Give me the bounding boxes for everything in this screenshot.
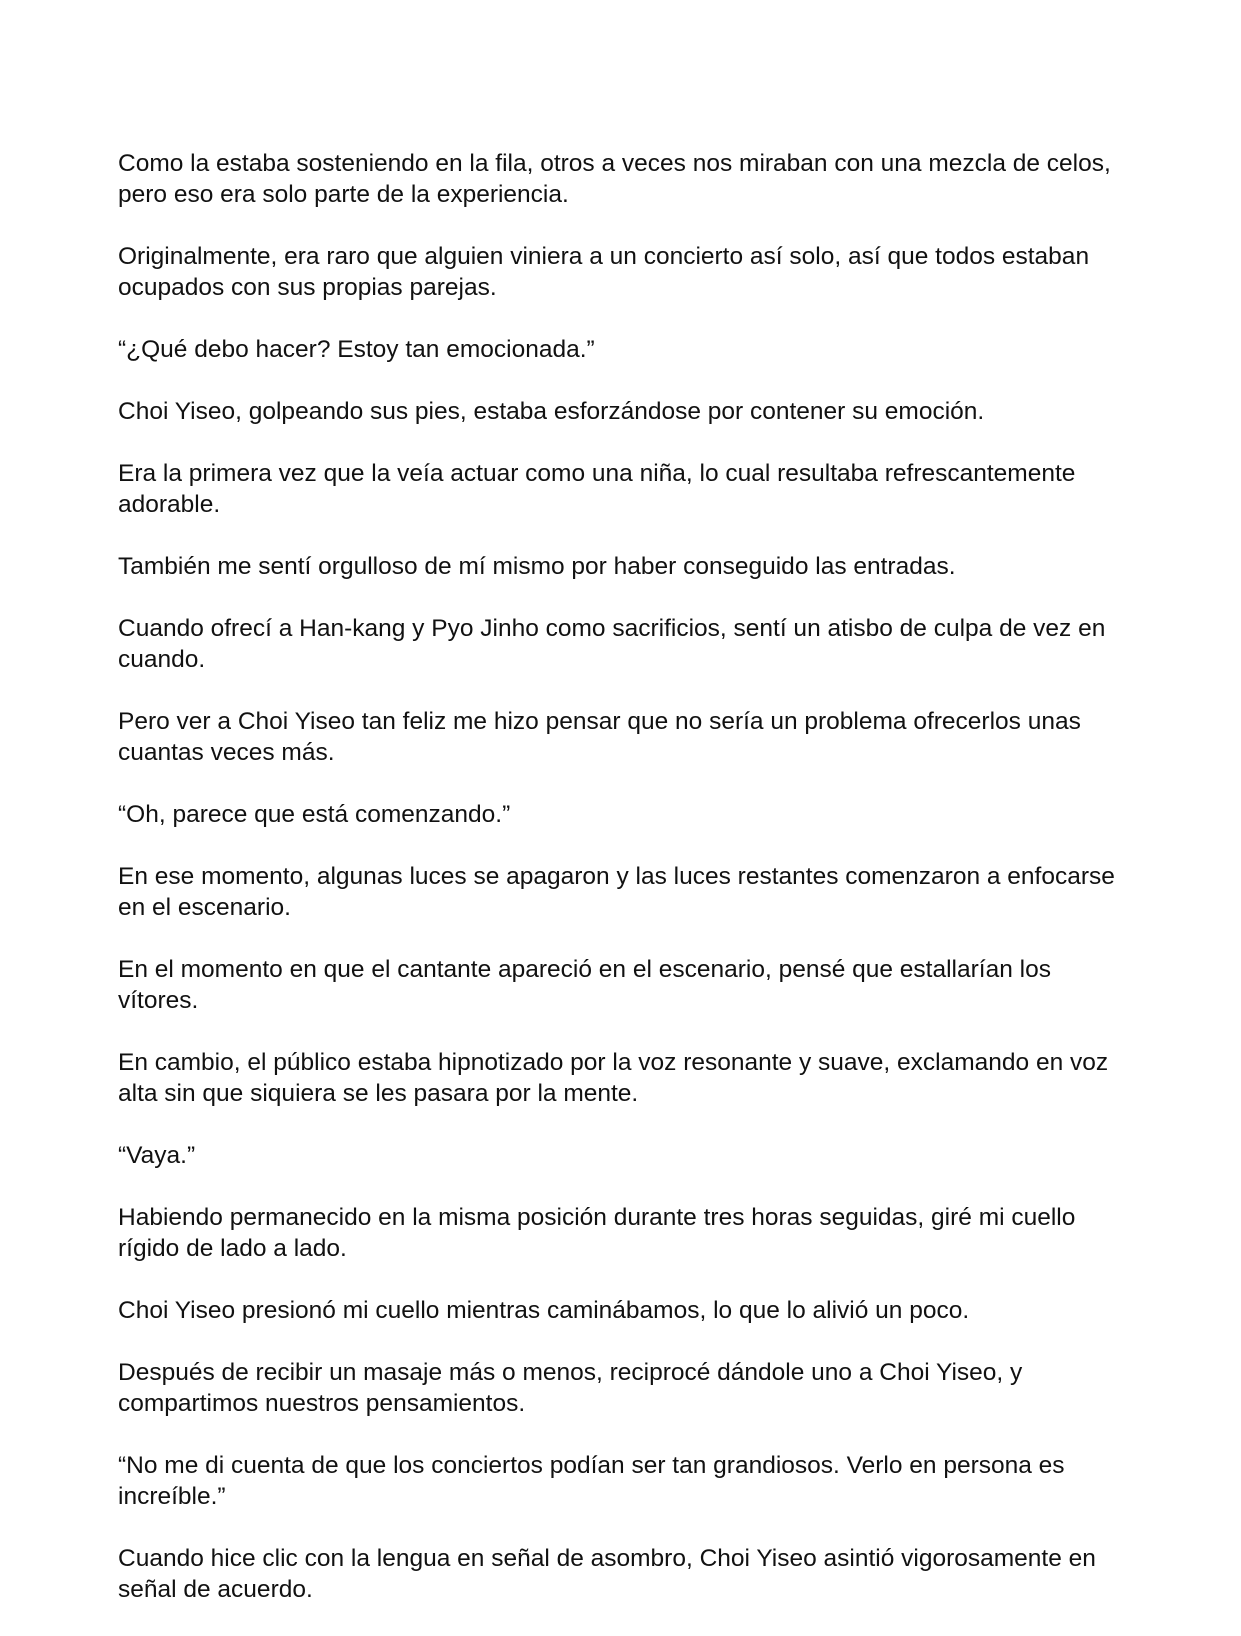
paragraph: Choi Yiseo, golpeando sus pies, estaba esforzándose por contener su emoción. (118, 398, 985, 425)
paragraph: Pero ver a Choi Yiseo tan feliz me hizo pensar que no sería un problema ofrecerlos unas cuantas veces más. (118, 708, 1081, 766)
paragraph: “Oh, parece que está comenzando.” (118, 801, 511, 828)
paragraph: “No me di cuenta de que los conciertos podían ser tan grandiosos. Verlo en persona es increíble.” (118, 1452, 1065, 1510)
paragraph: Cuando hice clic con la lengua en señal de asombro, Choi Yiseo asintió vigorosamente en señal de acuerdo. (118, 1545, 1096, 1603)
paragraph: En cambio, el público estaba hipnotizado por la voz resonante y suave, exclamando en voz alta sin que siquiera se les pasara por la mente. (118, 1049, 1109, 1107)
paragraph: “Vaya.” (118, 1142, 196, 1169)
paragraph: En ese momento, algunas luces se apagaron y las luces restantes comenzaron a enfocarse en el escenario. (118, 863, 1115, 921)
paragraph: Como la estaba sosteniendo en la fila, otros a veces nos miraban con una mezcla de celos, pero eso era solo parte de la experiencia. (118, 150, 1111, 208)
paragraph: Era la primera vez que la veía actuar como una niña, lo cual resultaba refrescantemente adorable. (118, 460, 1076, 518)
paragraph: Originalmente, era raro que alguien viniera a un concierto así solo, así que todos estaban ocupados con sus propias parejas. (118, 243, 1090, 301)
paragraph: En el momento en que el cantante apareció en el escenario, pensé que estallarían los vítores. (118, 956, 1051, 1014)
document-body (118, 148, 1128, 1636)
paragraph: Choi Yiseo presionó mi cuello mientras caminábamos, lo que lo alivió un poco. (118, 1297, 970, 1324)
paragraph: Cuando ofrecí a Han-kang y Pyo Jinho como sacrificios, sentí un atisbo de culpa de vez en cuando. (118, 615, 1106, 673)
paragraph: Después de recibir un masaje más o menos, reciprocé dándole uno a Choi Yiseo, y compartimos nuestros pensamientos. (118, 1359, 1023, 1417)
paragraph: También me sentí orgulloso de mí mismo por haber conseguido las entradas. (118, 553, 956, 580)
paragraph: “¿Qué debo hacer? Estoy tan emocionada.” (118, 336, 595, 363)
paragraph: Habiendo permanecido en la misma posición durante tres horas seguidas, giré mi cuello rígido de lado a lado. (118, 1204, 1076, 1262)
